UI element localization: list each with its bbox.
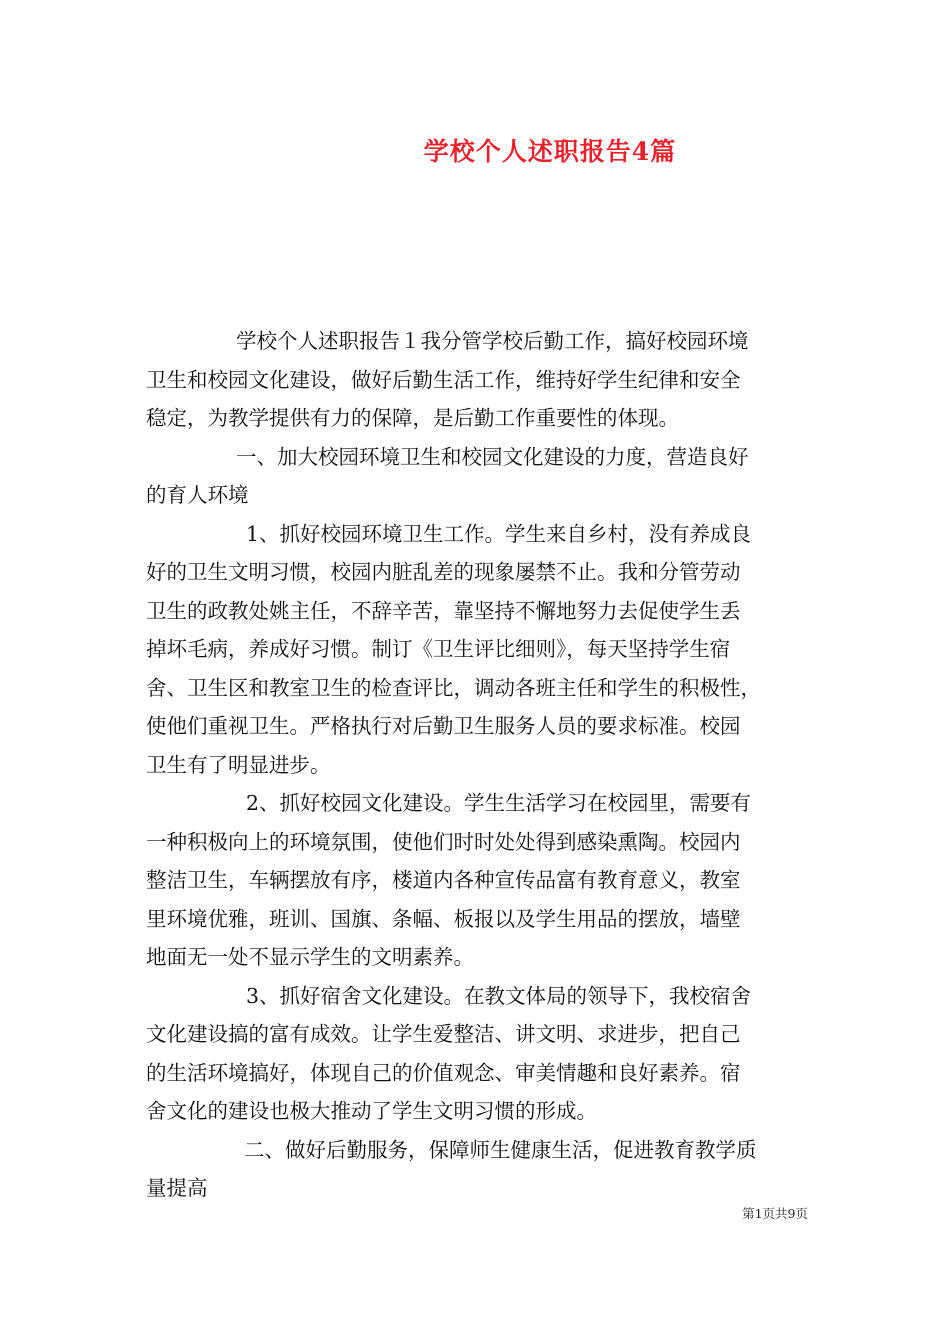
section-heading-line: 量提高 [146, 1176, 208, 1200]
text-line: 使他们重视卫生。严格执行对后勤卫生服务人员的要求标准。校园 [146, 714, 741, 738]
section-heading-line: 二、做好后勤服务，保障师生健康生活，促进教育教学质 [244, 1137, 757, 1162]
text-line: 整洁卫生，车辆摆放有序，楼道内各种宣传品富有教育意义，教室 [146, 868, 741, 892]
text-line: 舍、卫生区和教室卫生的检查评比，调动各班主任和学生的积极性， [146, 675, 761, 700]
text-line: 文化建设搞的富有成效。让学生爱整洁、讲文明、求进步，把自己 [146, 1022, 741, 1046]
text-line: 卫生有了明显进步。 [146, 752, 331, 777]
section-heading-line: 的育人环境 [146, 483, 249, 507]
text-line: 卫生的政教处姚主任，不辞辛苦，靠坚持不懈地努力去促使学生丢 [146, 598, 741, 623]
text-line: 卫生和校园文化建设，做好后勤生活工作，维持好学生纪律和安全 [146, 367, 741, 392]
text-line: 2、抓好校园文化建设。学生生活学习在校园里，需要有 [246, 791, 752, 815]
text-line: 舍文化的建设也极大推动了学生文明习惯的形成。 [146, 1099, 597, 1123]
document-body [146, 322, 818, 1208]
text-line: 好的卫生文明习惯，校园内脏乱差的现象屡禁不止。我和分管劳动 [146, 560, 741, 584]
text-line: 稳定，为教学提供有力的保障，是后勤工作重要性的体现。 [146, 406, 679, 430]
text-line: 地面无一处不显示学生的文明素养。 [146, 945, 474, 969]
page-number: 第1页共9页 [742, 1206, 808, 1221]
text-line: 3、抓好宿舍文化建设。在教文体局的领导下，我校宿舍 [246, 983, 752, 1008]
text-line: 学校个人述职报告１我分管学校后勤工作，搞好校园环境 [236, 329, 749, 353]
document-title: 学校个人述职报告4篇 [423, 137, 677, 166]
text-line: 里环境优雅，班训、国旗、条幅、板报以及学生用品的摆放，墙壁 [146, 906, 741, 931]
text-line: 的生活环境搞好，体现自己的价值观念、审美情趣和良好素养。宿 [146, 1060, 741, 1085]
text-line: 一种积极向上的环境氛围，使他们时时处处得到感染熏陶。校园内 [146, 829, 741, 854]
text-line: 掉坏毛病，养成好习惯。制订《卫生评比细则》，每天坚持学生宿 [146, 637, 731, 661]
section-heading-line: 一、加大校园环境卫生和校园文化建设的力度，营造良好 [236, 444, 749, 469]
text-line: 1、抓好校园环境卫生工作。学生来自乡村，没有养成良 [246, 521, 752, 546]
